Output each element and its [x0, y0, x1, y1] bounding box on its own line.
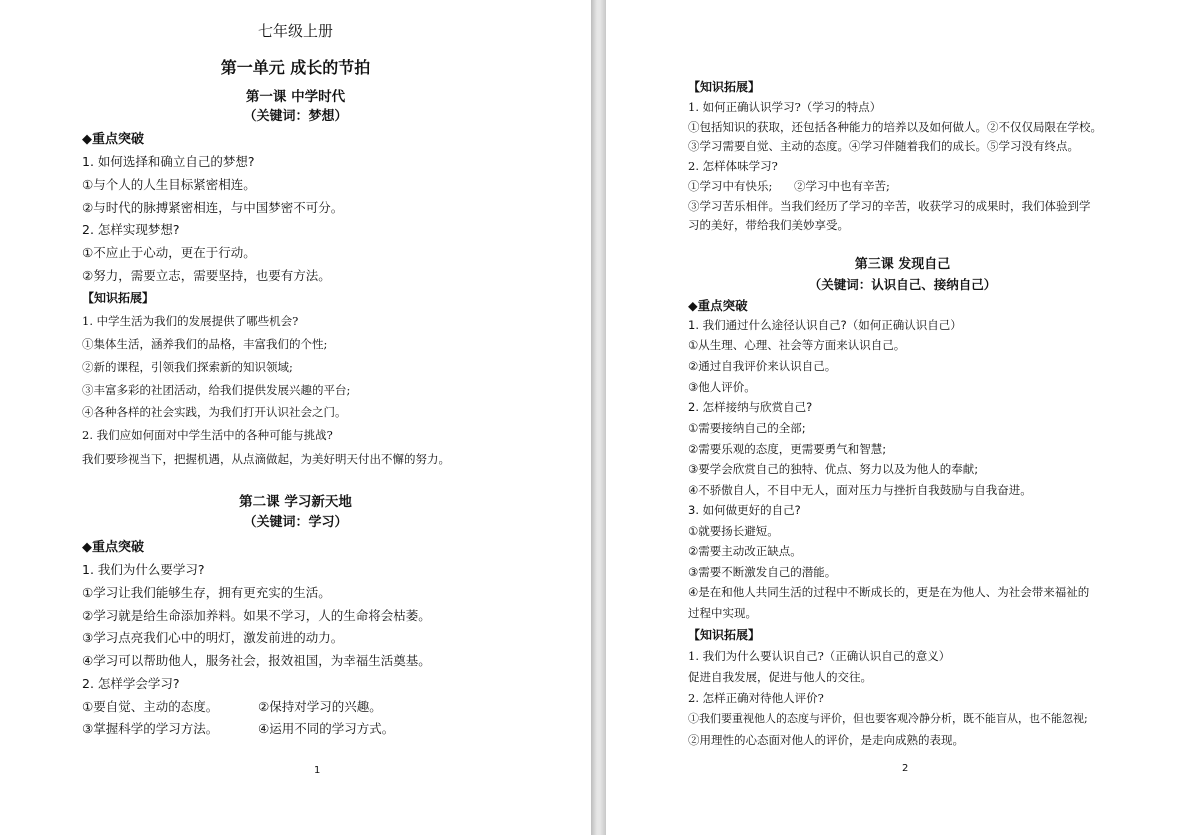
- text-line: 2. 怎样学会学习?: [82, 676, 180, 691]
- text-line: 2. 我们应如何面对中学生活中的各种可能与挑战?: [82, 428, 333, 442]
- text-line: ②与时代的脉搏紧密相连，与中国梦密不可分。: [82, 200, 344, 215]
- text-line: ③学习需要自觉、主动的态度。④学习伴随着我们的成长。⑤学习没有终点。: [688, 139, 1079, 153]
- text-line: ②通过自我评价来认识自己。: [688, 359, 837, 373]
- extension-heading: 【知识拓展】: [688, 80, 761, 94]
- lesson-3-title: 第三课 发现自己: [854, 257, 951, 272]
- text-line: ②新的课程，引领我们探索新的知识领域;: [82, 360, 293, 374]
- text-line: 2. 怎样接纳与欣赏自己?: [688, 400, 813, 414]
- text-line: ①学习让我们能够生存，拥有更充实的生活。: [82, 585, 331, 600]
- section-heading: ◆重点突破: [82, 132, 144, 147]
- text-line: 我们要珍视当下，把握机遇，从点滴做起，为美好明天付出不懈的努力。: [82, 452, 450, 466]
- text-line: 1. 中学生活为我们的发展提供了哪些机会?: [82, 314, 299, 328]
- lesson-1-title: 第一课 中学时代: [245, 89, 346, 105]
- extension-heading: 【知识拓展】: [82, 291, 155, 305]
- extension-heading: 【知识拓展】: [688, 628, 761, 642]
- text-line: 习的美好，带给我们美妙享受。: [688, 218, 849, 232]
- text-line: ③要学会欣赏自己的独特、优点、努力以及为他人的奉献;: [688, 462, 979, 476]
- lesson-2-keyword: （关键词：学习）: [243, 515, 348, 530]
- section-heading: ◆重点突破: [688, 298, 748, 313]
- text-line: ④各种各样的社会实践，为我们打开认识社会之门。: [82, 405, 347, 419]
- text-line: 1. 我们为什么要学习?: [82, 562, 205, 577]
- text-line: 1. 我们为什么要认识自己?（正确认识自己的意义）: [688, 649, 951, 663]
- text-line: ①从生理、心理、社会等方面来认识自己。: [688, 338, 906, 352]
- text-line: 2. 怎样正确对待他人评价?: [688, 691, 824, 705]
- text-line: ①就要扬长避短。: [688, 524, 779, 538]
- lesson-1-keyword: （关键词：梦想）: [243, 109, 348, 124]
- text-line: 1. 如何正确认识学习?（学习的特点）: [688, 100, 882, 114]
- text-line: 2. 怎样实现梦想?: [82, 222, 180, 237]
- text-line: ④是在和他人共同生活的过程中不断成长的，更是在为他人、为社会带来福祉的: [688, 585, 1090, 599]
- page-gutter: [591, 0, 606, 835]
- page-2: [606, 0, 1199, 835]
- text-line: ②用理性的心态面对他人的评价，是走向成熟的表现。: [688, 733, 964, 747]
- text-line: ①不应止于心动，更在于行动。: [82, 245, 256, 260]
- text-line: ④不骄傲自人，不目中无人，面对压力与挫折自我鼓励与自我奋进。: [688, 483, 1032, 497]
- text-line: 3. 如何做更好的自己?: [688, 503, 801, 517]
- text-line: ①集体生活，涵养我们的品格，丰富我们的个性;: [82, 337, 328, 351]
- text-line: ④学习可以帮助他人，服务社会，报效祖国，为幸福生活奠基。: [82, 653, 431, 668]
- text-line: ②需要乐观的态度，更需要勇气和智慧;: [688, 442, 887, 456]
- text-line: ②保持对学习的兴趣。: [258, 699, 382, 714]
- text-line: ③掌握科学的学习方法。: [82, 721, 219, 736]
- text-line: ①需要接纳自己的全部;: [688, 421, 806, 435]
- unit-title: 第一单元 成长的节拍: [220, 58, 371, 77]
- page-number: 2: [902, 763, 909, 774]
- text-line: ①我们要重视他人的态度与评价，但也要客观冷静分析，既不能盲从，也不能忽视;: [688, 712, 1088, 725]
- section-heading: ◆重点突破: [82, 540, 144, 555]
- text-line: ①要自觉、主动的态度。: [82, 699, 219, 714]
- text-line: ③学习点亮我们心中的明灯，激发前进的动力。: [82, 630, 344, 645]
- text-line: ④运用不同的学习方式。: [258, 721, 395, 736]
- text-line: ①与个人的人生目标紧密相连。: [82, 177, 256, 192]
- text-line: 1. 如何选择和确立自己的梦想?: [82, 154, 255, 169]
- text-line: ②努力，需要立志，需要坚持，也要有方法。: [82, 268, 331, 283]
- text-line: ③他人评价。: [688, 380, 756, 394]
- text-line: 1. 我们通过什么途径认识自己?（如何正确认识自己）: [688, 318, 962, 332]
- text-line: ②需要主动改正缺点。: [688, 544, 802, 558]
- text-line: 促进自我发展，促进与他人的交往。: [688, 670, 872, 684]
- text-line: 过程中实现。: [688, 606, 757, 620]
- text-line: ②学习中也有辛苦;: [794, 179, 890, 193]
- text-line: ③丰富多彩的社团活动，给我们提供发展兴趣的平台;: [82, 383, 351, 397]
- text-line: ③需要不断激发自己的潜能。: [688, 565, 837, 579]
- text-line: ②学习就是给生命添加养料。如果不学习，人的生命将会枯萎。: [82, 608, 431, 623]
- text-line: ③学习苦乐相伴。当我们经历了学习的辛苦，收获学习的成果时，我们体验到学: [688, 199, 1091, 213]
- text-line: ①学习中有快乐;: [688, 179, 773, 193]
- page-1: [0, 0, 591, 835]
- text-line: 2. 怎样体味学习?: [688, 159, 778, 173]
- page-number: 1: [314, 765, 321, 776]
- text-line: ①包括知识的获取，还包括各种能力的培养以及如何做人。②不仅仅局限在学校。: [688, 120, 1102, 134]
- lesson-2-title: 第二课 学习新天地: [239, 494, 352, 510]
- grade-title: 七年级上册: [257, 22, 333, 40]
- lesson-3-keyword: （关键词：认识自己、接纳自己）: [808, 277, 997, 292]
